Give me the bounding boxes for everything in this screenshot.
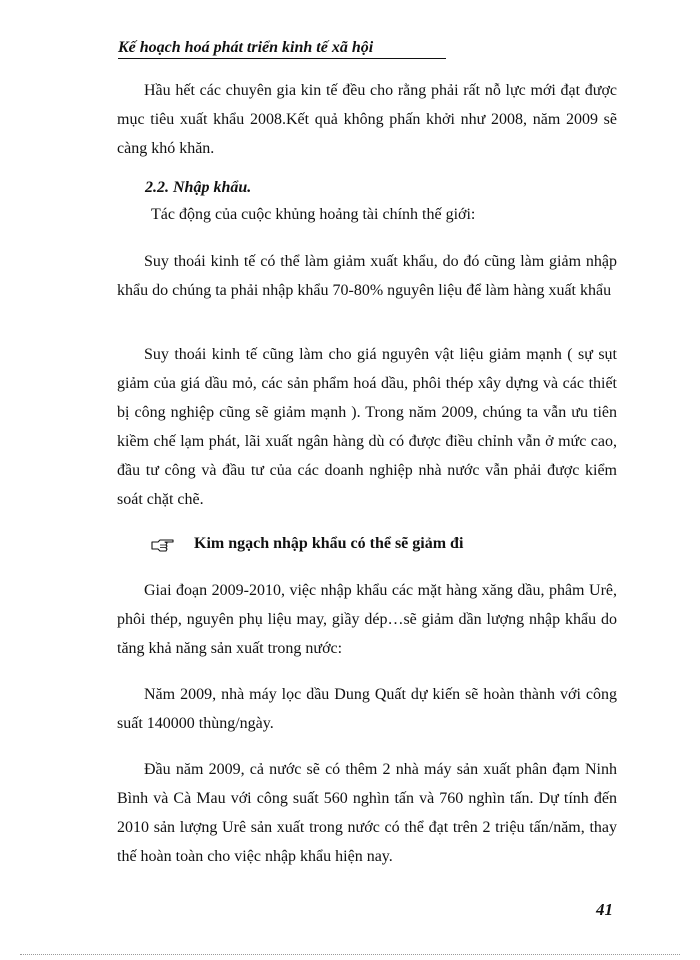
paragraph-import-period: Giai đoạn 2009-2010, việc nhập khẩu các mặt hàng xăng dầu, phâm Urê, phôi thép, nguyên phụ liệu may, giầy dép…sẽ giảm dần lượng nhập khẩu do tăng khả năng sản xuất trong nước: xyxy=(117,582,617,657)
footer-divider xyxy=(20,954,680,955)
paragraph-block-1 xyxy=(117,247,617,305)
paragraph-block-2 xyxy=(117,340,617,514)
intro-paragraph-block xyxy=(117,76,617,163)
intro-paragraph: Hầu hết các chuyên gia kin tế đều cho rằng phải rất nỗ lực mới đạt được mục tiêu xuất khẩu 2008.Kết quả không phấn khởi như 2008, năm 2009 sẽ càng khó khăn. xyxy=(117,82,617,157)
bullet-heading-text: Kim ngạch nhập khẩu có thể sẽ giảm đi xyxy=(194,535,464,552)
paragraph-block-4 xyxy=(117,680,617,738)
paragraph-block-3 xyxy=(117,576,617,663)
section-subheading: Tác động của cuộc khủng hoảng tài chính thế giới: xyxy=(151,206,476,223)
paragraph-block-5 xyxy=(117,755,617,871)
paragraph-fertilizer-plants: Đầu năm 2009, cả nước sẽ có thêm 2 nhà máy sản xuất phân đạm Ninh Bình và Cà Mau với công suất 560 nghìn tấn và 760 nghìn tấn. Dự tính đến 2010 sản lượng Urê sản xuất trong nước có thể đạt trên 2 triệu tấn/năm, thay thế hoàn toàn cho việc nhập khẩu hiện nay. xyxy=(117,761,617,865)
paragraph-dung-quat: Năm 2009, nhà máy lọc dầu Dung Quất dự kiến sẽ hoàn thành với công suất 140000 thùng/ngày. xyxy=(117,686,617,732)
paragraph-material-prices: Suy thoái kinh tế cũng làm cho giá nguyên vật liệu giảm mạnh ( sự sụt giảm của giá dầu mỏ, các sản phẩm hoá dầu, phôi thép xây dựng và các thiết bị công nghiệp cũng sẽ giảm mạnh ). Trong năm 2009, chúng ta vẫn ưu tiên kiềm chế lạm phát, lãi xuất ngân hàng dù có được điều chỉnh vẫn ở mức cao, đầu tư công và đầu tư của các doanh nghiệp nhà nước vẫn phải được kiểm soát chặt chẽ. xyxy=(117,346,617,508)
page-header-title: Kế hoạch hoá phát triển kinh tế xã hội xyxy=(118,38,446,59)
pointing-hand-icon xyxy=(150,536,174,552)
section-heading: 2.2. Nhập khẩu. xyxy=(145,179,252,196)
page-number: 41 xyxy=(596,900,613,919)
paragraph-import-reduction: Suy thoái kinh tế có thể làm giảm xuất khẩu, do đó cũng làm giảm nhập khẩu do chúng ta phải nhập khẩu 70-80% nguyên liệu để làm hàng xuất khẩu xyxy=(117,253,617,299)
bullet-heading-row xyxy=(150,532,463,556)
